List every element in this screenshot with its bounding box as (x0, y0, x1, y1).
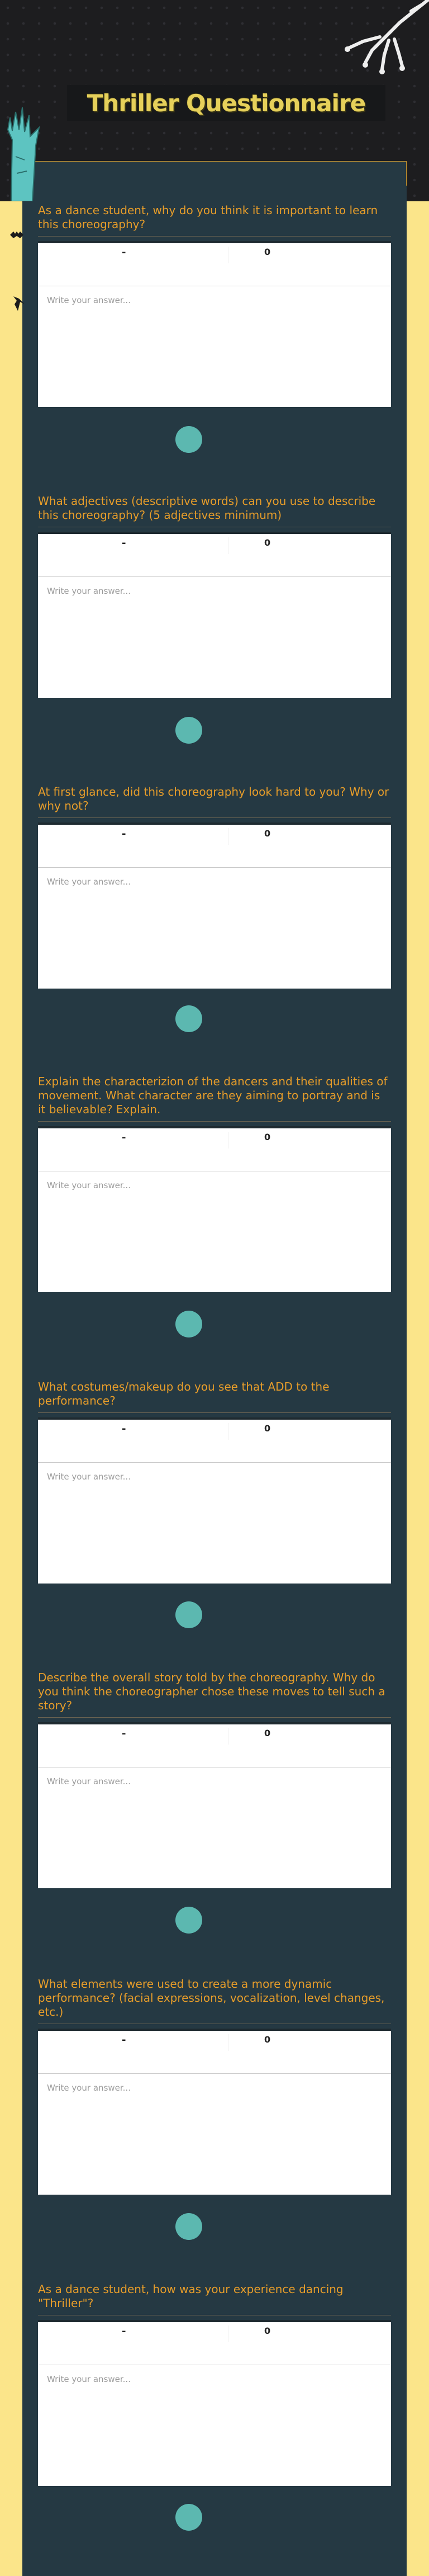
question-block (38, 494, 391, 698)
question-block (38, 1671, 391, 1888)
divider-dot (175, 1907, 202, 1934)
divider-dot (175, 1311, 202, 1337)
question-text: What elements were used to create a more dynamic performance? (facial expressions, vocalization, level changes, etc.) (38, 1977, 385, 2019)
question-divider (38, 817, 391, 818)
answer-input[interactable] (38, 2074, 391, 2192)
answer-toolbar (38, 534, 391, 577)
decrease-button[interactable]: - (122, 2034, 126, 2046)
zombie-hand-icon (4, 78, 49, 201)
question-text: What adjectives (descriptive words) can you use to describe this choreography? (5 adjectives minimum) (38, 494, 376, 522)
question-text: As a dance student, how was your experience dancing "Thriller"? (38, 2282, 344, 2310)
decrease-button[interactable]: - (122, 2326, 126, 2337)
panel-top-border (22, 161, 407, 186)
answer-box (38, 241, 391, 407)
answer-box (38, 2320, 391, 2486)
question-text: Explain the characterizion of the dancers and their qualities of movement. What character are they aiming to portray and is it believable? Explain. (38, 1075, 388, 1116)
decrease-button[interactable]: - (122, 1423, 126, 1435)
question-block (38, 785, 391, 989)
question-text: As a dance student, why do you think it is important to learn this choreography? (38, 204, 378, 231)
count-value: 0 (264, 2034, 271, 2045)
question-block (38, 1977, 391, 2195)
skeleton-hand-icon (333, 0, 429, 84)
answer-toolbar (38, 2322, 391, 2365)
count-value: 0 (264, 537, 271, 548)
count-value: 0 (264, 1423, 271, 1434)
answer-input[interactable] (38, 577, 391, 696)
question-text: What costumes/makeup do you see that ADD to the performance? (38, 1380, 330, 1407)
answer-toolbar (38, 825, 391, 868)
question-block (38, 1380, 391, 1584)
question-divider (38, 1412, 391, 1413)
answer-input[interactable] (38, 868, 391, 986)
decrease-button[interactable]: - (122, 828, 126, 840)
answer-box (38, 1126, 391, 1292)
decrease-button[interactable]: - (122, 537, 126, 549)
count-value: 0 (264, 247, 271, 257)
answer-toolbar (38, 1128, 391, 1171)
question-block (38, 1075, 391, 1292)
count-value: 0 (264, 1728, 271, 1738)
answer-box (38, 1722, 391, 1888)
answer-box (38, 532, 391, 698)
answer-input[interactable] (38, 2365, 391, 2484)
question-divider (38, 1717, 391, 1718)
answer-input[interactable] (38, 1463, 391, 1581)
count-value: 0 (264, 1132, 271, 1142)
answer-toolbar (38, 1420, 391, 1463)
answer-input[interactable] (38, 286, 391, 405)
divider-dot (175, 2213, 202, 2240)
count-value: 0 (264, 828, 271, 839)
divider-dot (175, 717, 202, 744)
answer-box (38, 823, 391, 989)
answer-toolbar (38, 2031, 391, 2074)
divider-dot (175, 426, 202, 453)
divider-dot (175, 1005, 202, 1032)
answer-input[interactable] (38, 1767, 391, 1886)
question-block (38, 2282, 391, 2486)
answer-toolbar (38, 243, 391, 286)
bat-icon (11, 296, 25, 311)
count-value: 0 (264, 2326, 271, 2336)
question-text: Describe the overall story told by the choreography. Why do you think the choreographer chose these moves to tell such a story? (38, 1671, 385, 1712)
title-box (67, 85, 385, 121)
answer-box (38, 1417, 391, 1584)
decrease-button[interactable]: - (122, 1728, 126, 1740)
answer-toolbar (38, 1724, 391, 1767)
question-block (38, 204, 391, 407)
answer-box (38, 2029, 391, 2195)
page-title: Thriller Questionnaire (87, 89, 366, 117)
decrease-button[interactable]: - (122, 1132, 126, 1143)
divider-dot (175, 1601, 202, 1628)
bat-icon (10, 230, 23, 239)
question-divider (38, 1121, 391, 1122)
decrease-button[interactable]: - (122, 247, 126, 258)
question-divider (38, 236, 391, 237)
divider-dot (175, 2504, 202, 2531)
question-text: At first glance, did this choreography look hard to you? Why or why not? (38, 785, 389, 812)
answer-input[interactable] (38, 1171, 391, 1290)
